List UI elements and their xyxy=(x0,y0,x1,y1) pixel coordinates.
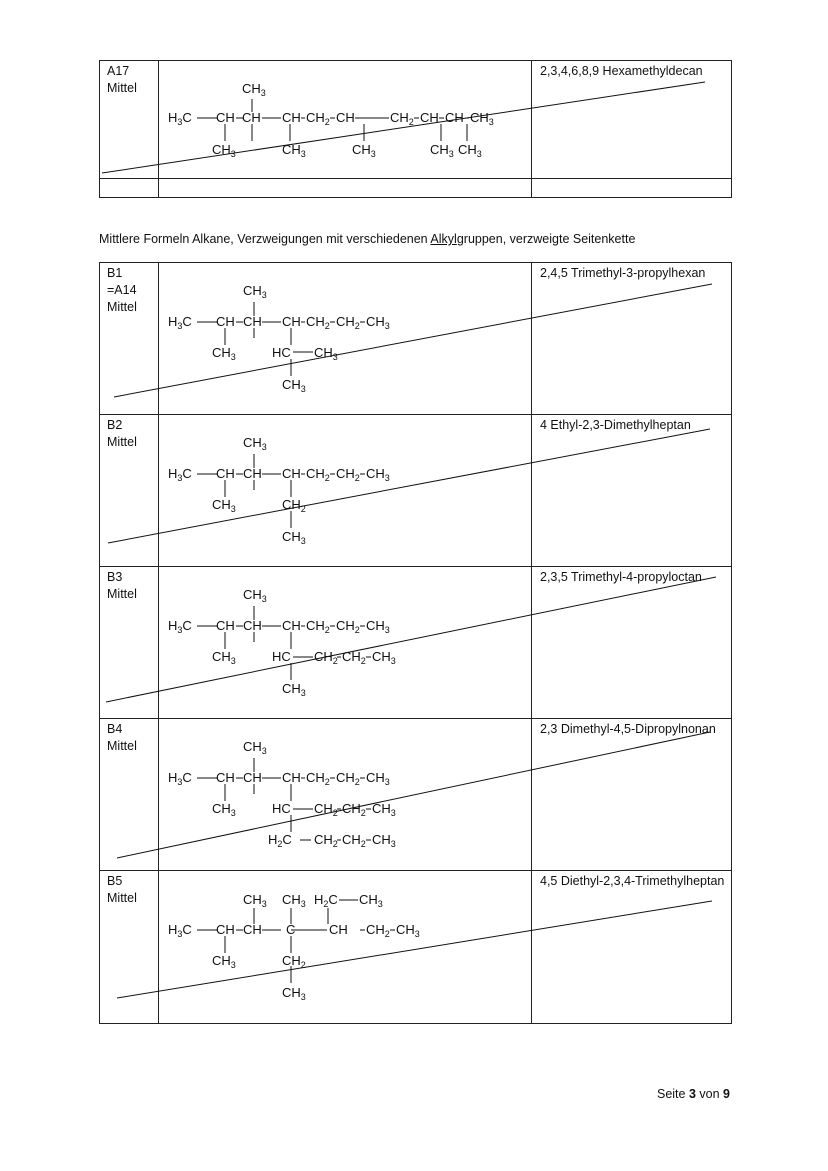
chem-label: $CH_2$ xyxy=(336,466,360,483)
chem-label: $CH_3$ xyxy=(212,345,236,362)
chem-label: $CH_3$ xyxy=(282,377,306,394)
chem-label: CH xyxy=(282,466,301,481)
chem-label: $CH_2$ xyxy=(314,649,338,666)
chem-label: CH xyxy=(243,618,262,633)
chem-label: $CH_3$ xyxy=(430,142,454,159)
chem-label: $H_3C$ xyxy=(168,770,192,787)
name-cell xyxy=(532,719,732,871)
chem-label: $CH_3$ xyxy=(314,345,338,362)
page-footer: Seite 3 von 9 xyxy=(656,1087,730,1101)
chem-label: $CH_2$ xyxy=(342,649,366,666)
chem-label: CH xyxy=(216,618,235,633)
chem-label: $CH_2$ xyxy=(390,110,414,127)
chem-label: C xyxy=(286,922,296,937)
chem-label: CH xyxy=(445,110,464,125)
compound-name: 4,5 Diethyl-2,3,4-Trimethylheptan xyxy=(540,874,725,888)
chem-label: $CH_2$ xyxy=(314,832,338,849)
chem-label: CH xyxy=(420,110,439,125)
row-label-cell xyxy=(100,567,159,719)
chem-label: $CH_2$ xyxy=(366,922,390,939)
chem-label: CH xyxy=(329,922,348,937)
chem-label: $CH_2$ xyxy=(306,770,330,787)
compound-name: 2,3,4,6,8,9 Hexamethyldecan xyxy=(540,64,703,78)
structure-cell xyxy=(159,567,532,719)
chem-label: $CH_3$ xyxy=(243,587,267,604)
chem-label: CH xyxy=(282,770,301,785)
chem-label: $CH_3$ xyxy=(352,142,376,159)
chem-label: $CH_2$ xyxy=(336,770,360,787)
chem-label: $CH_2$ xyxy=(282,497,306,514)
chem-label: CH xyxy=(336,110,355,125)
row-id: B1 xyxy=(107,266,123,280)
chem-label: $CH_2$ xyxy=(314,801,338,818)
chem-label: $CH_2$ xyxy=(336,314,360,331)
structure-cell xyxy=(159,61,532,179)
chem-label: $CH_3$ xyxy=(243,739,267,756)
difficulty-level: Mittel xyxy=(107,435,137,449)
chem-label: $H_2C$ xyxy=(314,892,338,909)
chem-label: $CH_3$ xyxy=(282,681,306,698)
chem-label: $CH_2$ xyxy=(306,466,330,483)
table-b xyxy=(99,262,732,1024)
chem-label: $H_3C$ xyxy=(168,466,192,483)
chem-label: CH xyxy=(216,314,235,329)
row-id: B4 xyxy=(107,722,123,736)
difficulty-level: Mittel xyxy=(107,300,137,314)
section-heading: Mittlere Formeln Alkane, Verzweigungen mit verschiedenen Alkylgruppen, verzweigte Seitenkette xyxy=(99,232,636,246)
chem-label: HC xyxy=(272,345,291,360)
row-alias: =A14 xyxy=(107,283,137,297)
row-id: B2 xyxy=(107,418,123,432)
name-cell xyxy=(532,871,732,1024)
row-label-cell xyxy=(100,415,159,567)
chem-label: $CH_3$ xyxy=(470,110,494,127)
chem-label: CH xyxy=(216,466,235,481)
compound-name: 4 Ethyl-2,3-Dimethylheptan xyxy=(540,418,691,432)
chem-label: CH xyxy=(216,922,235,937)
row-label-cell xyxy=(100,871,159,1024)
name-cell xyxy=(532,61,732,179)
chem-label: HC xyxy=(272,649,291,664)
chem-label: $CH_2$ xyxy=(342,801,366,818)
chem-label: $CH_2$ xyxy=(342,832,366,849)
chem-label: $CH_3$ xyxy=(282,142,306,159)
difficulty-level: Mittel xyxy=(107,587,137,601)
chem-label: CH xyxy=(243,922,262,937)
chem-label: $CH_3$ xyxy=(372,801,396,818)
chem-label: CH xyxy=(282,314,301,329)
structure-cell xyxy=(159,719,532,871)
chem-label: $CH_3$ xyxy=(282,892,306,909)
row-label-cell xyxy=(100,61,159,179)
chem-label: $CH_2$ xyxy=(306,618,330,635)
chem-label: $CH_3$ xyxy=(212,649,236,666)
chem-label: $H_3C$ xyxy=(168,922,192,939)
chem-label: $CH_3$ xyxy=(243,435,267,452)
row-id: B5 xyxy=(107,874,123,888)
chem-label: CH xyxy=(243,314,262,329)
chem-label: $H_2C$ xyxy=(268,832,292,849)
chem-label: $CH_2$ xyxy=(306,110,330,127)
chem-label: $CH_3$ xyxy=(372,649,396,666)
chem-label: CH xyxy=(242,110,261,125)
chem-label: CH xyxy=(243,770,262,785)
compound-name: 2,4,5 Trimethyl-3-propylhexan xyxy=(540,266,706,280)
chem-label: $CH_3$ xyxy=(366,770,390,787)
chem-label: $H_3C$ xyxy=(168,618,192,635)
chem-label: CH xyxy=(216,110,235,125)
chem-label: $CH_3$ xyxy=(243,892,267,909)
chem-label: CH xyxy=(282,110,301,125)
chem-label: $CH_3$ xyxy=(282,529,306,546)
chem-label: $CH_2$ xyxy=(306,314,330,331)
chem-label: $CH_3$ xyxy=(243,283,267,300)
chem-label: $H_3C$ xyxy=(168,314,192,331)
structure-cell xyxy=(159,871,532,1024)
chem-label: $CH_3$ xyxy=(359,892,383,909)
chem-label: $CH_3$ xyxy=(458,142,482,159)
chem-label: $H_3C$ xyxy=(168,110,192,127)
compound-name: 2,3,5 Trimethyl-4-propyloctan xyxy=(540,570,702,584)
name-cell xyxy=(532,263,732,415)
name-cell xyxy=(532,415,732,567)
difficulty-level: Mittel xyxy=(107,81,137,95)
chem-label: $CH_2$ xyxy=(282,953,306,970)
chem-label: $CH_3$ xyxy=(372,832,396,849)
chem-label: $CH_2$ xyxy=(336,618,360,635)
row-label-cell xyxy=(100,263,159,415)
row-id: A17 xyxy=(107,64,130,78)
chem-label: $CH_3$ xyxy=(282,985,306,1002)
structure-cell xyxy=(159,415,532,567)
chem-label: $CH_3$ xyxy=(242,81,266,98)
row-id: B3 xyxy=(107,570,123,584)
difficulty-level: Mittel xyxy=(107,739,137,753)
chem-label: $CH_3$ xyxy=(212,953,236,970)
difficulty-level: Mittel xyxy=(107,891,137,905)
chem-label: $CH_3$ xyxy=(366,314,390,331)
chem-label: $CH_3$ xyxy=(212,497,236,514)
compound-name: 2,3 Dimethyl-4,5-Dipropylnonan xyxy=(540,722,716,736)
table-a17 xyxy=(99,60,732,198)
row-label-cell xyxy=(100,719,159,871)
structure-cell xyxy=(159,263,532,415)
chem-label: $CH_3$ xyxy=(212,142,236,159)
chem-label: $CH_3$ xyxy=(396,922,420,939)
chem-label: CH xyxy=(243,466,262,481)
chem-label: CH xyxy=(216,770,235,785)
chem-label: $CH_3$ xyxy=(212,801,236,818)
chem-label: CH xyxy=(282,618,301,633)
chem-label: $CH_3$ xyxy=(366,466,390,483)
chem-label: HC xyxy=(272,801,291,816)
name-cell xyxy=(532,567,732,719)
chem-label: $CH_3$ xyxy=(366,618,390,635)
